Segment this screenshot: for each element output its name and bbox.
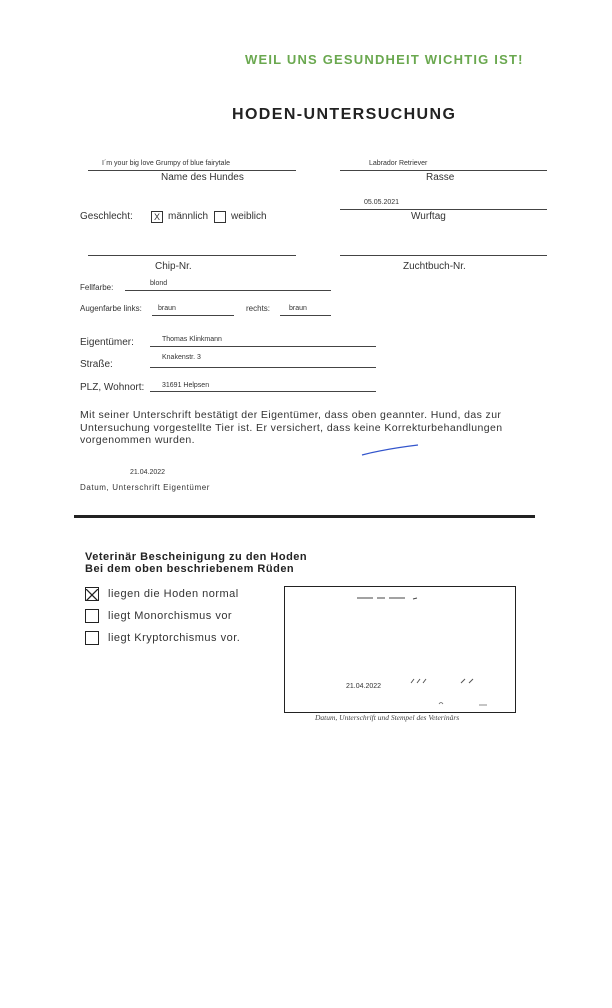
- vet-heading: [85, 551, 307, 575]
- option-normal-label: liegen die Hoden normal: [108, 588, 239, 600]
- eye-right-line: [280, 315, 331, 316]
- street-label: Straße:: [80, 359, 113, 370]
- vet-heading-line2: Bei dem oben beschriebenem Rüden: [85, 563, 295, 575]
- eye-left-line: [152, 315, 234, 316]
- vet-signature-mark-2: [435, 699, 495, 709]
- litter-date-label: Wurftag: [411, 211, 446, 222]
- studbook-label: Zuchtbuch-Nr.: [403, 261, 466, 272]
- male-checkbox[interactable]: X: [151, 211, 163, 223]
- eye-right-label: rechts:: [246, 304, 271, 313]
- coat-line: [125, 290, 331, 291]
- option-normal-checkbox[interactable]: [85, 587, 99, 601]
- section-divider: [74, 515, 535, 518]
- owner-value: Thomas Klinkmann: [162, 336, 222, 343]
- declaration-text: Mit seiner Unterschrift bestätigt der Eigentümer, dass oben geannter. Hund, das zur Untersuchung vorgestellte Tier ist. Er versichert, dass keine Korrekturbehandlungen vorgenommen wurden.: [80, 409, 503, 446]
- vet-signature-mark: [405, 675, 485, 689]
- stamp-mark: [355, 591, 445, 601]
- breed-label: Rasse: [426, 172, 455, 183]
- male-label: männlich: [168, 211, 209, 222]
- chip-line: [88, 255, 296, 256]
- chip-label: Chip-Nr.: [155, 261, 192, 272]
- eye-left-label: Augenfarbe links:: [80, 304, 142, 313]
- eye-right-value: braun: [289, 305, 307, 312]
- owner-line: [150, 346, 376, 347]
- vet-stamp-caption: Datum, Unterschrift und Stempel des Veterinärs: [315, 713, 460, 722]
- litter-date-line: [340, 209, 547, 210]
- studbook-line: [340, 255, 547, 256]
- option-monorchism-checkbox[interactable]: [85, 609, 99, 623]
- checkmark-icon: [86, 589, 98, 601]
- female-checkbox[interactable]: [214, 211, 226, 223]
- sex-label: Geschlecht:: [80, 211, 133, 222]
- zip-value: 31691 Helpsen: [162, 382, 210, 389]
- breed-value: Labrador Retriever: [369, 160, 428, 167]
- street-value: Knakenstr. 3: [162, 354, 201, 361]
- dog-name-line: [88, 170, 296, 171]
- owner-date-value: 21.04.2022: [130, 469, 166, 476]
- street-line: [150, 367, 376, 368]
- female-label: weiblich: [231, 211, 267, 222]
- owner-label: Eigentümer:: [80, 337, 134, 348]
- zip-label: PLZ, Wohnort:: [80, 382, 145, 393]
- vet-date-value: 21.04.2022: [346, 683, 382, 690]
- coat-label: Fellfarbe:: [80, 283, 114, 292]
- breed-line: [340, 170, 547, 171]
- owner-signature-label: Datum, Unterschrift Eigentümer: [80, 483, 211, 492]
- vet-heading-line1: Veterinär Bescheinigung zu den Hoden: [85, 551, 308, 563]
- page-title: HODEN-UNTERSUCHUNG: [232, 106, 457, 123]
- dog-name-label: Name des Hundes: [161, 172, 244, 183]
- option-cryptorchism-checkbox[interactable]: [85, 631, 99, 645]
- slogan: WEIL UNS GESUNDHEIT WICHTIG IST!: [245, 52, 524, 67]
- dog-name-value: I´m your big love Grumpy of blue fairytale: [102, 160, 230, 167]
- coat-value: blond: [150, 280, 168, 287]
- zip-line: [150, 391, 376, 392]
- litter-date-value: 05.05.2021: [364, 199, 400, 206]
- vet-stamp-box: [284, 586, 516, 713]
- option-cryptorchism-label: liegt Kryptorchismus vor.: [108, 632, 241, 644]
- option-monorchism-label: liegt Monorchismus vor: [108, 610, 233, 622]
- owner-signature-stroke: [360, 443, 420, 457]
- eye-left-value: braun: [158, 305, 176, 312]
